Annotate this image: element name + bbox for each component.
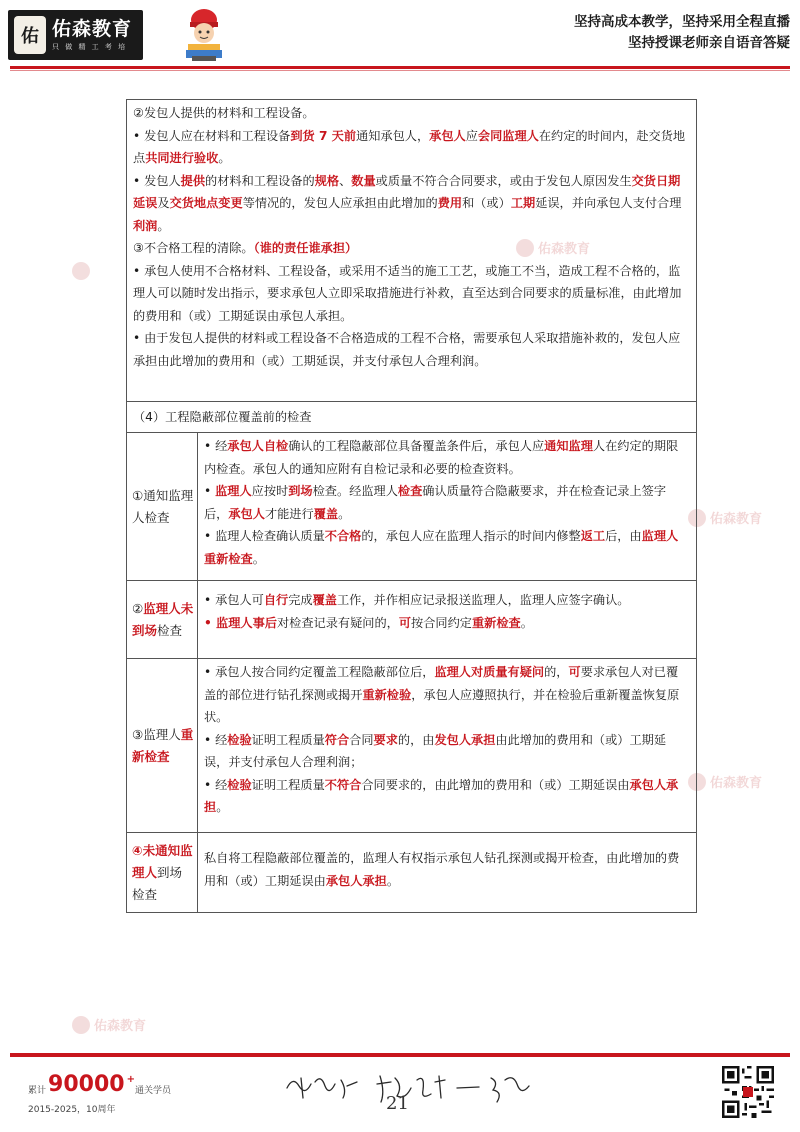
stats-prefix: 累计 (28, 1086, 47, 1096)
watermark-text: 佑森教育 (710, 776, 763, 791)
row-content-notify (198, 433, 696, 580)
concealed-works-title (127, 402, 696, 433)
materials-section (127, 100, 696, 402)
notify-bullet-2: • 监理人应按时到场检查。经监理人检查确认质量符合隐蔽要求，并在检查记录上签字后，承包人才能进行覆盖。 (204, 484, 667, 521)
table-row (127, 433, 696, 581)
footer-stats (28, 1074, 171, 1115)
brand-logo (8, 10, 143, 60)
row-content-absent (198, 581, 696, 658)
header-divider-thin (10, 70, 790, 71)
logo-name: 佑森教育 (52, 18, 133, 40)
table-row (127, 833, 696, 912)
page-number: 21 (386, 1093, 409, 1114)
notify-bullet-3: • 监理人检查确认质量不合格的，承包人应在监理人指示的时间内修整返工后，由监理人重新检查。 (204, 529, 679, 566)
page-header (0, 0, 800, 68)
watermark-logo (72, 1015, 146, 1034)
slogan (574, 12, 790, 54)
absent-bullet-2: • 监理人事后对检查记录有疑问的，可按合同约定重新检查。 (204, 615, 533, 630)
watermark-logo (72, 262, 90, 280)
stats-count: 90000 (48, 1072, 125, 1097)
content-table (126, 99, 697, 913)
header-divider (10, 66, 790, 69)
watermark-logo (688, 508, 762, 527)
row-content-unnotified (198, 833, 696, 912)
watermark-text: 佑森教育 (538, 242, 591, 257)
nonconforming-bullet-2: • 由于发包人提供的材料或工程设备不合格造成的工程不合格，需要承包人采取措施补救的，发包人应承担由此增加的费用和（或）工期延误，并支付承包人合理利润。 (133, 331, 681, 368)
watermark-text: 佑森教育 (710, 512, 763, 527)
watermark-logo (688, 772, 762, 791)
watermark-icon (72, 262, 90, 280)
stats-years: 2015-2025，10周年 (28, 1105, 116, 1115)
recheck-bullet-3: • 经检验证明工程质量不符合合同要求的，由此增加的费用和（或）工期延误由承包人承担。 (204, 777, 679, 814)
nonconforming-bullet-1: • 承包人使用不合格材料、工程设备，或采用不适当的施工工艺，或施工不当，造成工程不合格的，监理人可以随时发出指示，要求承包人立即采取措施进行补救，直至达到合同要求的质量标准，由此增加的费用和（或）工期延误由承包人承担。 (133, 263, 682, 323)
watermark-icon (72, 1016, 90, 1034)
materials-bullet-1: • 发包人应在材料和工程设备到货 7 天前通知承包人，承包人应会同监理人在约定的时间内，赴交货地点共同进行验收。 (133, 128, 686, 165)
unnotified-text: 私自将工程隐蔽部位覆盖的，监理人有权指示承包人钻孔探测或揭开检查，由此增加的费用和（或）工期延误由承包人承担。 (204, 851, 680, 888)
slogan-line-1: 坚持高成本教学，坚持采用全程直播 (574, 14, 790, 30)
qr-code-icon (722, 1066, 774, 1118)
materials-bullet-2: • 发包人提供的材料和工程设备的规格、数量或质量不符合合同要求，或由于发包人原因发生交货日期延误及交货地点变更等情况的，发包人应承担由此增加的费用和（或）工期延误，并向承包人支付合理利润。 (133, 173, 682, 233)
watermark-text: 佑森教育 (94, 1019, 147, 1034)
logo-tagline: 只 做 精 工 考 培 (52, 43, 128, 51)
recheck-bullet-1: • 承包人按合同约定覆盖工程隐蔽部位后，监理人对质量有疑问的，可要求承包人对已覆盖的部位进行钻孔探测或揭开重新检验，承包人应遵照执行，并在检验后重新覆盖恢复原状。 (204, 665, 680, 724)
stats-plus: + (126, 1074, 135, 1085)
logo-mark-icon: 佑 (14, 16, 46, 54)
nonconforming-title: ③不合格工程的清除。（谁的责任谁承担） (133, 241, 358, 255)
row-label-recheck: ③监理人重新检查 (127, 659, 198, 832)
footer-divider (10, 1053, 790, 1057)
materials-title: ②发包人提供的材料和工程设备。 (133, 106, 315, 120)
table-row (127, 581, 696, 659)
absent-bullet-1: • 承包人可自行完成覆盖工作，并作相应记录报送监理人，监理人应签字确认。 (204, 593, 630, 607)
mascot-icon (180, 6, 228, 62)
slogan-line-2: 坚持授课老师亲自语音答疑 (628, 35, 790, 51)
row-label-notify: ①通知监理人检查 (127, 433, 198, 580)
calligraphy-signature (285, 1068, 535, 1108)
row-label-absent: ②监理人未到场检查 (127, 581, 198, 658)
stats-suffix: 通关学员 (134, 1086, 171, 1096)
table-row (127, 659, 696, 833)
notify-bullet-1: • 经承包人自检确认的工程隐蔽部位具备覆盖条件后，承包人应通知监理人在约定的期限内检查。承包人的通知应附有自检记录和必要的检查资料。 (204, 439, 679, 476)
row-label-unnotified: ④未通知监理人到场检查 (127, 833, 198, 912)
section-heading: （4）工程隐蔽部位覆盖前的检查 (133, 410, 312, 424)
row-content-recheck (198, 659, 696, 832)
recheck-bullet-2: • 经检验证明工程质量符合合同要求的，由发包人承担由此增加的费用和（或）工期延误，并支付承包人合理利润； (204, 732, 667, 769)
